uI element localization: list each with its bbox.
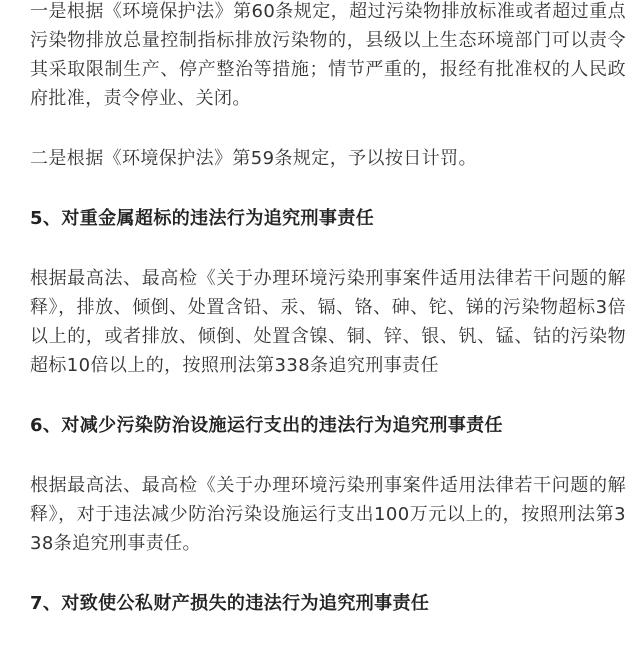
paragraph-measure-one: 一是根据《环境保护法》第60条规定，超过污染物排放标准或者超过重点污染物排放总量控制指标排放污染物的，县级以上生态环境部门可以责令其采取限制生产、停产整治等措施；情节严重的，报经有批准权的人民政府批准，责令停业、关闭。 — [30, 1, 626, 109]
paragraph-measure-two: 二是根据《环境保护法》第59条规定，予以按日计罚。 — [30, 148, 477, 169]
section-heading-7: 7、对致使公私财产损失的违法行为追究刑事责任 — [30, 593, 430, 614]
paragraph-section-5: 根据最高法、最高检《关于办理环境污染刑事案件适用法律若干问题的解释》，排放、倾倒、处置含铅、汞、镉、铬、砷、铊、锑的污染物超标3倍以上的，或者排放、倾倒、处置含镍、铜、锌、银、钒、锰、钴的污染物超标10倍以上的，按照刑法第338条追究刑事责任 — [30, 268, 626, 376]
section-heading-5: 5、对重金属超标的违法行为追究刑事责任 — [30, 208, 375, 229]
spacer — [30, 113, 626, 144]
spacer — [30, 558, 626, 589]
spacer — [30, 380, 626, 411]
section-heading-6: 6、对减少污染防治设施运行支出的违法行为追究刑事责任 — [30, 415, 503, 436]
spacer — [30, 233, 626, 264]
spacer — [30, 173, 626, 204]
paragraph-section-6: 根据最高法、最高检《关于办理环境污染刑事案件适用法律若干问题的解释》，对于违法减少防治污染设施运行支出100万元以上的，按照刑法第338条追究刑事责任。 — [30, 475, 626, 554]
spacer — [30, 440, 626, 471]
